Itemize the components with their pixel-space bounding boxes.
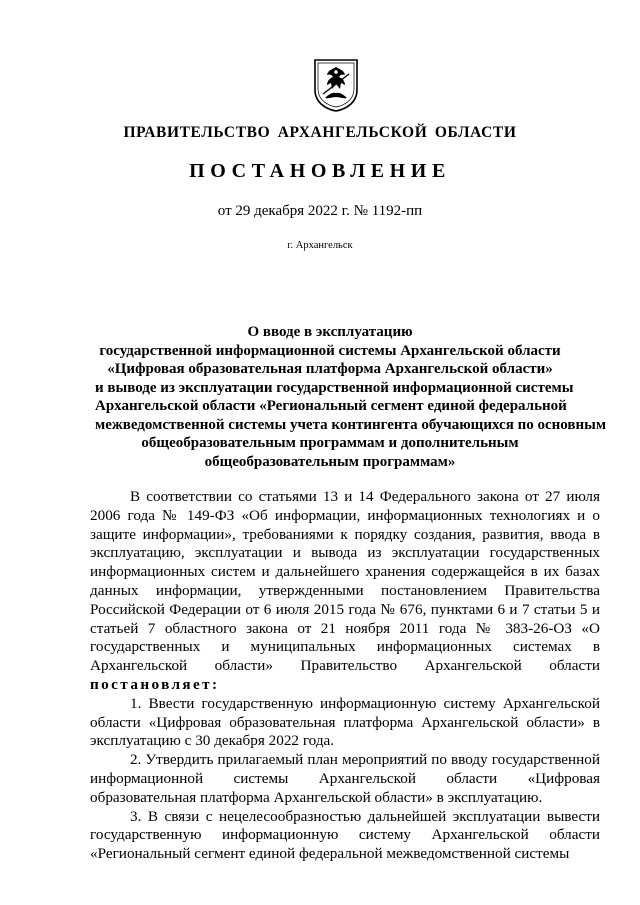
title-line: межведомственной системы учета контингента обучающихся по основным: [95, 416, 607, 433]
clause-2: 2. Утвердить прилагаемый план мероприятий по вводу государственной информационной системы Архангельской области «Цифровая образовательная платформа Архангельской области» в эксплуатацию.: [90, 751, 600, 806]
title-line: О вводе в эксплуатацию: [247, 324, 413, 340]
document-title: [95, 323, 607, 471]
government-name: ПРАВИТЕЛЬСТВО АРХАНГЕЛЬСКОЙ ОБЛАСТИ: [123, 124, 517, 141]
clause-3: 3. В связи с нецелесообразностью дальнейшей эксплуатации вывести государственную информационную систему Архангельской области «Региональный сегмент единой федеральной межведомственной системы: [90, 807, 600, 863]
city: г. Архангельск: [287, 240, 353, 251]
document-body: [90, 488, 600, 864]
title-line: общеобразовательным программам»: [204, 453, 456, 470]
document-type: ПОСТАНОВЛЕНИЕ: [189, 160, 451, 182]
title-line: Архангельской области «Региональный сегмент единой федеральной: [95, 398, 567, 414]
preamble-paragraph: [90, 488, 600, 695]
coat-of-arms-icon: [313, 58, 359, 112]
resolves-colon: :: [212, 675, 218, 693]
resolves-word: постановляет: [90, 675, 213, 693]
date-and-number: от 29 декабря 2022 г. № 1192-пп: [217, 203, 423, 219]
title-line: государственной информационной системы Архангельской области: [99, 342, 561, 359]
preamble-text: В соответствии со статьями 13 и 14 Федерального закона от 27 июля 2006 года № 149-ФЗ «Об информации, информационных технологиях и о защите информации», требованиями к порядку создания, развития, ввода в эксплуатацию, эксплуатации и вывода из эксплуатации государственных информационных систем и дальнейшего хранения содержащейся в их базах данных информации, утвержденными постановлением Правительства Российской Федерации от 6 июля 2015 года № 676, пунктами 6 и 7 статьи 5 и статьей 7 областного закона от 21 ноября 2011 года № 383-26-ОЗ «О государственных и муниципальных информационных системах в Архангельской области» Правительство Архангельской области: [90, 488, 600, 675]
title-line: общеобразовательным программам и дополнительным: [141, 435, 519, 451]
title-line: и выводе из эксплуатации государственной информационной системы: [95, 379, 574, 396]
clause-1: 1. Ввести государственную информационную систему Архангельской области «Цифровая образовательная платформа Архангельской области» в эксплуатацию с 30 декабря 2022 года.: [90, 694, 600, 750]
title-line: «Цифровая образовательная платформа Архангельской области»: [107, 361, 553, 377]
